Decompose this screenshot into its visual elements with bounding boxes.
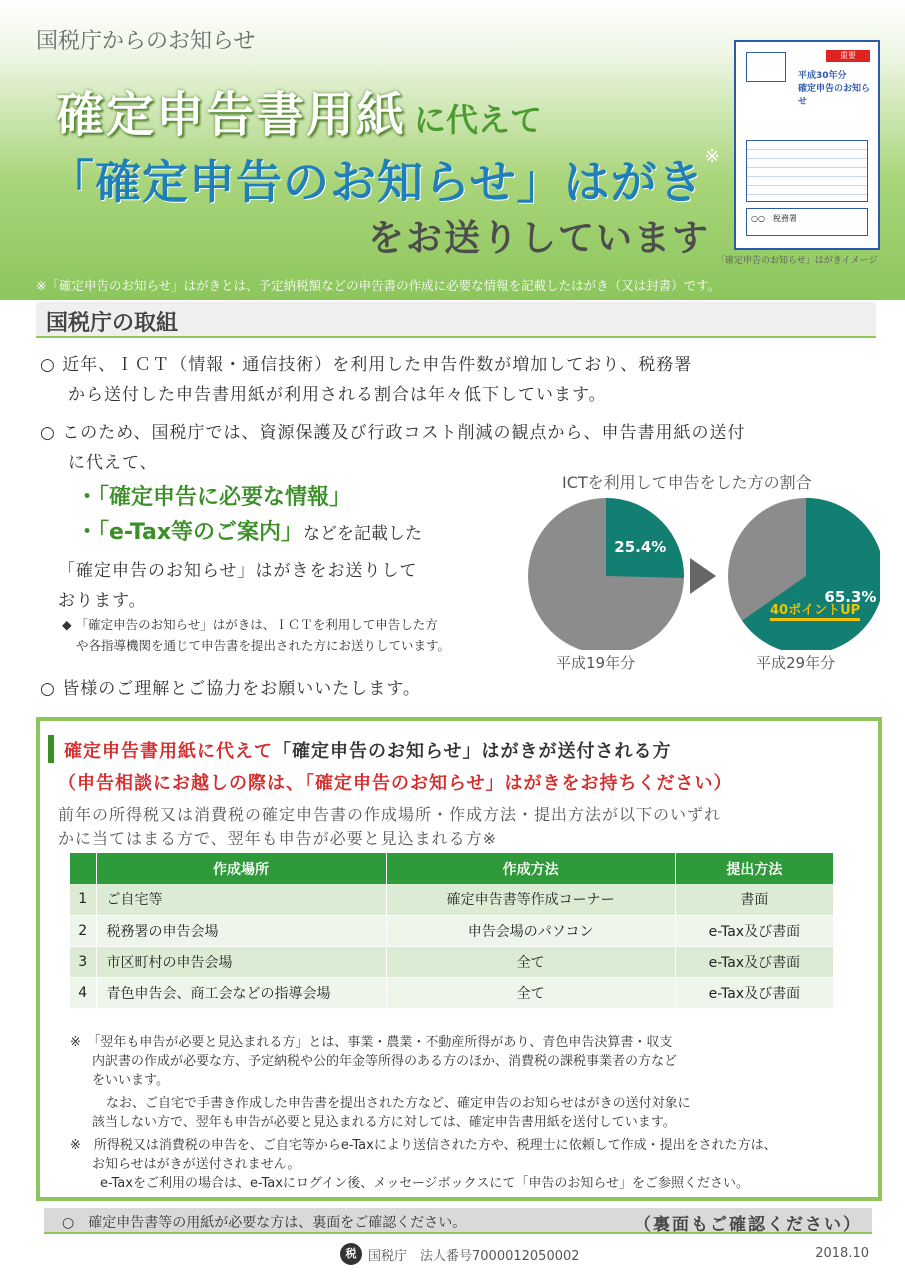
table-header-num	[70, 853, 96, 884]
footer-right-text: （裏面もご確認ください）	[634, 1215, 862, 1235]
criteria-table	[70, 853, 834, 1009]
box-desc-line2: かに当てはまる方で、翌年も申告が必要と見込まれる方※	[58, 829, 498, 848]
box-description	[58, 803, 721, 851]
table-row	[70, 946, 834, 977]
postcard-caption: 「確定申告のお知らせ」はがきイメージ	[716, 256, 878, 266]
bullet-etax-text: ・「e-Tax等のご案内」	[76, 520, 304, 545]
org-notice: 国税庁からのお知らせ	[36, 29, 256, 54]
row-method: 全て	[386, 977, 675, 1008]
note-2-line3: e-Taxをご利用の場合は、e-Taxにログイン後、メッセージボックスにて「申告のお知らせ」をご参照ください。	[100, 1176, 749, 1191]
paragraph-1	[40, 350, 692, 410]
footer-bar	[44, 1208, 872, 1234]
row-place: 青色申告会、商工会などの指導会場	[96, 977, 386, 1008]
box-title-dark: 「確定申告のお知らせ」はがきが送付される方	[273, 741, 672, 762]
note-1-line1: ※ 「翌年も申告が必要と見込まれる方」とは、事業・農業・不動産所得があり、青色申告決算書・収支	[70, 1035, 673, 1050]
row-submit: 書面	[675, 884, 833, 915]
note-2-line2: お知らせはがきが送付されません。	[92, 1157, 301, 1172]
row-num: 4	[70, 977, 96, 1008]
note-1-line2: 内訳書の作成が必要な方、予定納税や公的年金等所得のある方のほか、消費税の課税事業者の方など	[92, 1054, 678, 1069]
pie-h29-year: 平成29年分	[756, 654, 836, 672]
row-place: 税務署の申告会場	[96, 915, 386, 946]
table-row	[70, 977, 834, 1008]
postcard-year: 平成30年分	[798, 71, 847, 81]
recipient-box	[36, 717, 882, 1201]
headline-card: 「確定申告のお知らせ」はがき	[48, 155, 705, 209]
table-header-place: 作成場所	[96, 853, 386, 884]
row-method: 申告会場のパソコン	[386, 915, 675, 946]
footer-left-text: ○ 確定申告書等の用紙が必要な方は、裏面をご確認ください。	[62, 1215, 467, 1231]
header-note: ※「確定申告のお知らせ」はがきとは、予定納税額などの申告書の作成に必要な情報を記載したはがき（又は封書）です。	[36, 278, 721, 293]
postcard-title-text: 確定申告のお知らせ	[798, 84, 871, 107]
postcard-stamp-box	[746, 52, 786, 82]
paragraph-2-line2: に代えて、	[68, 453, 158, 473]
table-header-method: 作成方法	[386, 853, 675, 884]
pie-h19	[528, 498, 684, 650]
postcard-title	[798, 68, 872, 107]
paragraph-1-line2: から送付した申告書用紙が利用される割合は年々低下しています。	[68, 385, 607, 405]
headline-main-suffix: に代えて	[414, 101, 543, 139]
box-desc-line1: 前年の所得税又は消費税の確定申告書の作成場所・作成方法・提出方法が以下のいずれ	[58, 805, 722, 824]
headline-tail: をお送りしています	[368, 218, 711, 259]
table-row	[70, 884, 834, 915]
table-header-submit: 提出方法	[675, 853, 833, 884]
headline-asterisk: ※	[704, 146, 720, 167]
paragraph-4: ○ 皆様のご理解とご協力をお願いいたします。	[40, 679, 421, 699]
row-method: 確定申告書等作成コーナー	[386, 884, 675, 915]
headline-main: 確定申告書用紙	[56, 87, 407, 143]
postcard-info-table	[746, 140, 868, 202]
pie-h29	[728, 498, 880, 650]
postcard-badge: 重要	[826, 50, 870, 62]
table-header-row	[70, 853, 834, 884]
note-line1: ◆ 「確定申告のお知らせ」はがきは、ＩＣＴを利用して申告した方	[62, 617, 438, 632]
row-submit: e-Tax及び書面	[675, 946, 833, 977]
footer-org	[340, 1243, 580, 1265]
row-submit: e-Tax及び書面	[675, 977, 833, 1008]
postcard-office: ○○ 税務署	[746, 208, 868, 236]
box-accent-bar	[48, 735, 54, 763]
bullet-required-info: ・「確定申告に必要な情報」	[76, 485, 352, 510]
row-method: 全て	[386, 946, 675, 977]
row-place: ご自宅等	[96, 884, 386, 915]
header-banner	[0, 0, 905, 300]
note-1-line3: をいいます。	[92, 1073, 169, 1088]
box-notes	[70, 1033, 777, 1193]
nta-logo-icon: 税	[340, 1243, 362, 1265]
pie-h19-year: 平成19年分	[556, 654, 636, 672]
bullet-etax-suffix: などを記載した	[303, 524, 423, 544]
arrow-icon	[690, 558, 716, 594]
bullet-etax-guide	[76, 515, 422, 546]
footer-date: 2018.10	[815, 1246, 869, 1261]
note-line2: や各指導機関を通じて申告書を提出された方にお送りしています。	[76, 638, 451, 653]
pie-data-label: 65.3%	[824, 587, 877, 606]
footer-org-text: 国税庁 法人番号7000012050002	[368, 1248, 580, 1264]
section-title: 国税庁の取組	[46, 311, 179, 336]
section-heading	[36, 302, 876, 338]
paragraph-3	[58, 556, 418, 616]
row-num: 2	[70, 915, 96, 946]
box-subtitle: （申告相談にお越しの際は、「確定申告のお知らせ」はがきをお持ちください）	[58, 773, 733, 794]
paragraph-2	[40, 418, 746, 478]
paragraph-3-line1: 「確定申告のお知らせ」はがきをお送りして	[58, 561, 418, 581]
row-num: 1	[70, 884, 96, 915]
row-num: 3	[70, 946, 96, 977]
paragraph-1-line1: ○ 近年、ＩＣＴ（情報・通信技術）を利用した申告件数が増加しており、税務署	[40, 355, 693, 375]
note-1-line5: 該当しない方で、翌年も申告が必要と見込まれる方に対しては、確定申告書用紙を送付しています。	[92, 1115, 676, 1130]
note-1-line4: なお、ご自宅で手書き作成した申告書を提出された方など、確定申告のお知らせはがきの送付対象に	[106, 1096, 691, 1111]
box-title	[64, 737, 671, 763]
headline-line1	[56, 76, 542, 145]
note-2-line1: ※ 所得税又は消費税の申告を、ご自宅等からe-Taxにより送信された方や、税理士に依頼して作成・提出をされた方は、	[70, 1138, 777, 1153]
table-row	[70, 915, 834, 946]
paragraph-3-line2: おります。	[58, 591, 147, 611]
paragraph-2-line1: ○ このため、国税庁では、資源保護及び行政コスト削減の観点から、申告書用紙の送付	[40, 423, 746, 443]
chart-title: ICTを利用して申告をした方の割合	[562, 473, 812, 492]
headline-line2	[48, 146, 720, 212]
box-title-red: 確定申告書用紙に代えて	[64, 741, 273, 762]
increase-badge: 40ポイントUP	[770, 599, 860, 621]
row-place: 市区町村の申告会場	[96, 946, 386, 977]
row-submit: e-Tax及び書面	[675, 915, 833, 946]
pie-data-label: 25.4%	[614, 538, 667, 557]
postcard-image	[734, 40, 880, 250]
postcard-recipient-note	[62, 614, 450, 656]
ict-ratio-chart	[520, 490, 880, 650]
